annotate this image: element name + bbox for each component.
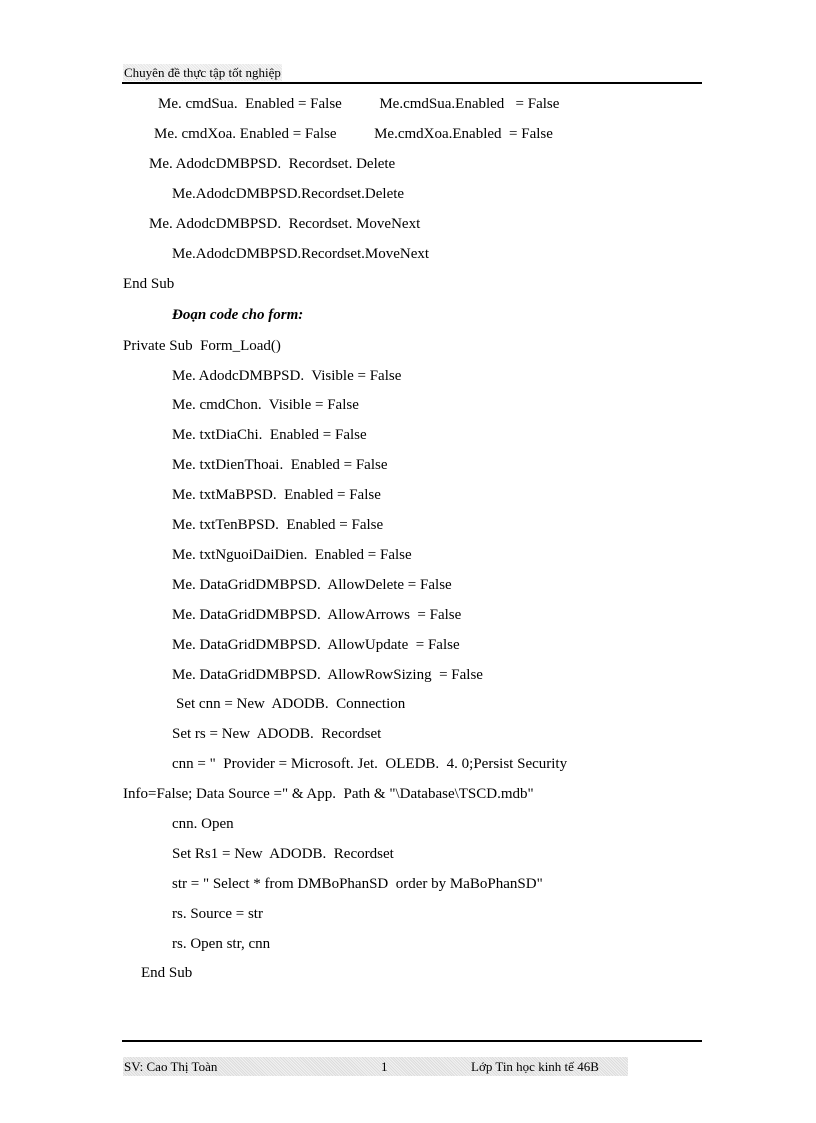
code-line: Me. txtNguoiDaiDien. Enabled = False	[172, 547, 412, 563]
code-line: Me. AdodcDMBPSD. Visible = False	[172, 368, 402, 384]
code-line: Me. DataGridDMBPSD. AllowUpdate = False	[172, 637, 460, 653]
header-divider	[122, 82, 702, 84]
code-line: Set Rs1 = New ADODB. Recordset	[172, 846, 394, 862]
code-line: rs. Open str, cnn	[172, 936, 271, 952]
code-line: cnn. Open	[172, 816, 234, 832]
header-title: Chuyên đề thực tập tốt nghiệp	[124, 65, 281, 80]
code-line: cnn = " Provider = Microsoft. Jet. OLEDB. 4. 0;Persist Security	[172, 756, 568, 772]
code-line: Private Sub Form_Load()	[123, 338, 281, 354]
code-line: Info=False; Data Source =" & App. Path & "\Database\TSCD.mdb"	[123, 786, 534, 802]
code-line: Me. AdodcDMBPSD. Recordset. Delete	[149, 156, 396, 172]
footer-band	[123, 1057, 628, 1076]
code-line: End Sub	[123, 276, 175, 292]
code-line: rs. Source = str	[172, 906, 263, 922]
code-line: Me. AdodcDMBPSD. Recordset. MoveNext	[149, 216, 421, 232]
code-line: Set cnn = New ADODB. Connection	[176, 696, 406, 712]
code-line: Me.AdodcDMBPSD.Recordset.MoveNext	[172, 246, 430, 262]
code-line: Me. DataGridDMBPSD. AllowArrows = False	[172, 607, 462, 623]
code-line: Me. txtDiaChi. Enabled = False	[172, 427, 367, 443]
code-line: Me. cmdChon. Visible = False	[172, 397, 359, 413]
code-line: Me. DataGridDMBPSD. AllowRowSizing = False	[172, 667, 483, 683]
code-line: End Sub	[141, 965, 193, 981]
footer-page-number: 1	[381, 1059, 388, 1074]
section-heading: Đoạn code cho form:	[172, 307, 304, 323]
code-line: Me. cmdXoa. Enabled = False Me.cmdXoa.Enabled = False	[154, 126, 553, 142]
footer-class-name: Lớp Tin học kinh tế 46B	[471, 1059, 599, 1074]
code-line: Me.AdodcDMBPSD.Recordset.Delete	[172, 186, 405, 202]
code-line: str = " Select * from DMBoPhanSD order by MaBoPhanSD"	[172, 876, 543, 892]
code-line: Me. txtTenBPSD. Enabled = False	[172, 517, 384, 533]
footer-student-name: SV: Cao Thị Toàn	[124, 1059, 218, 1074]
footer-divider	[122, 1040, 702, 1042]
code-line: Me. DataGridDMBPSD. AllowDelete = False	[172, 577, 452, 593]
code-line: Me. txtDienThoai. Enabled = False	[172, 457, 388, 473]
code-line: Me. txtMaBPSD. Enabled = False	[172, 487, 381, 503]
code-line: Set rs = New ADODB. Recordset	[172, 726, 382, 742]
code-line: Me. cmdSua. Enabled = False Me.cmdSua.Enabled = False	[158, 96, 560, 112]
